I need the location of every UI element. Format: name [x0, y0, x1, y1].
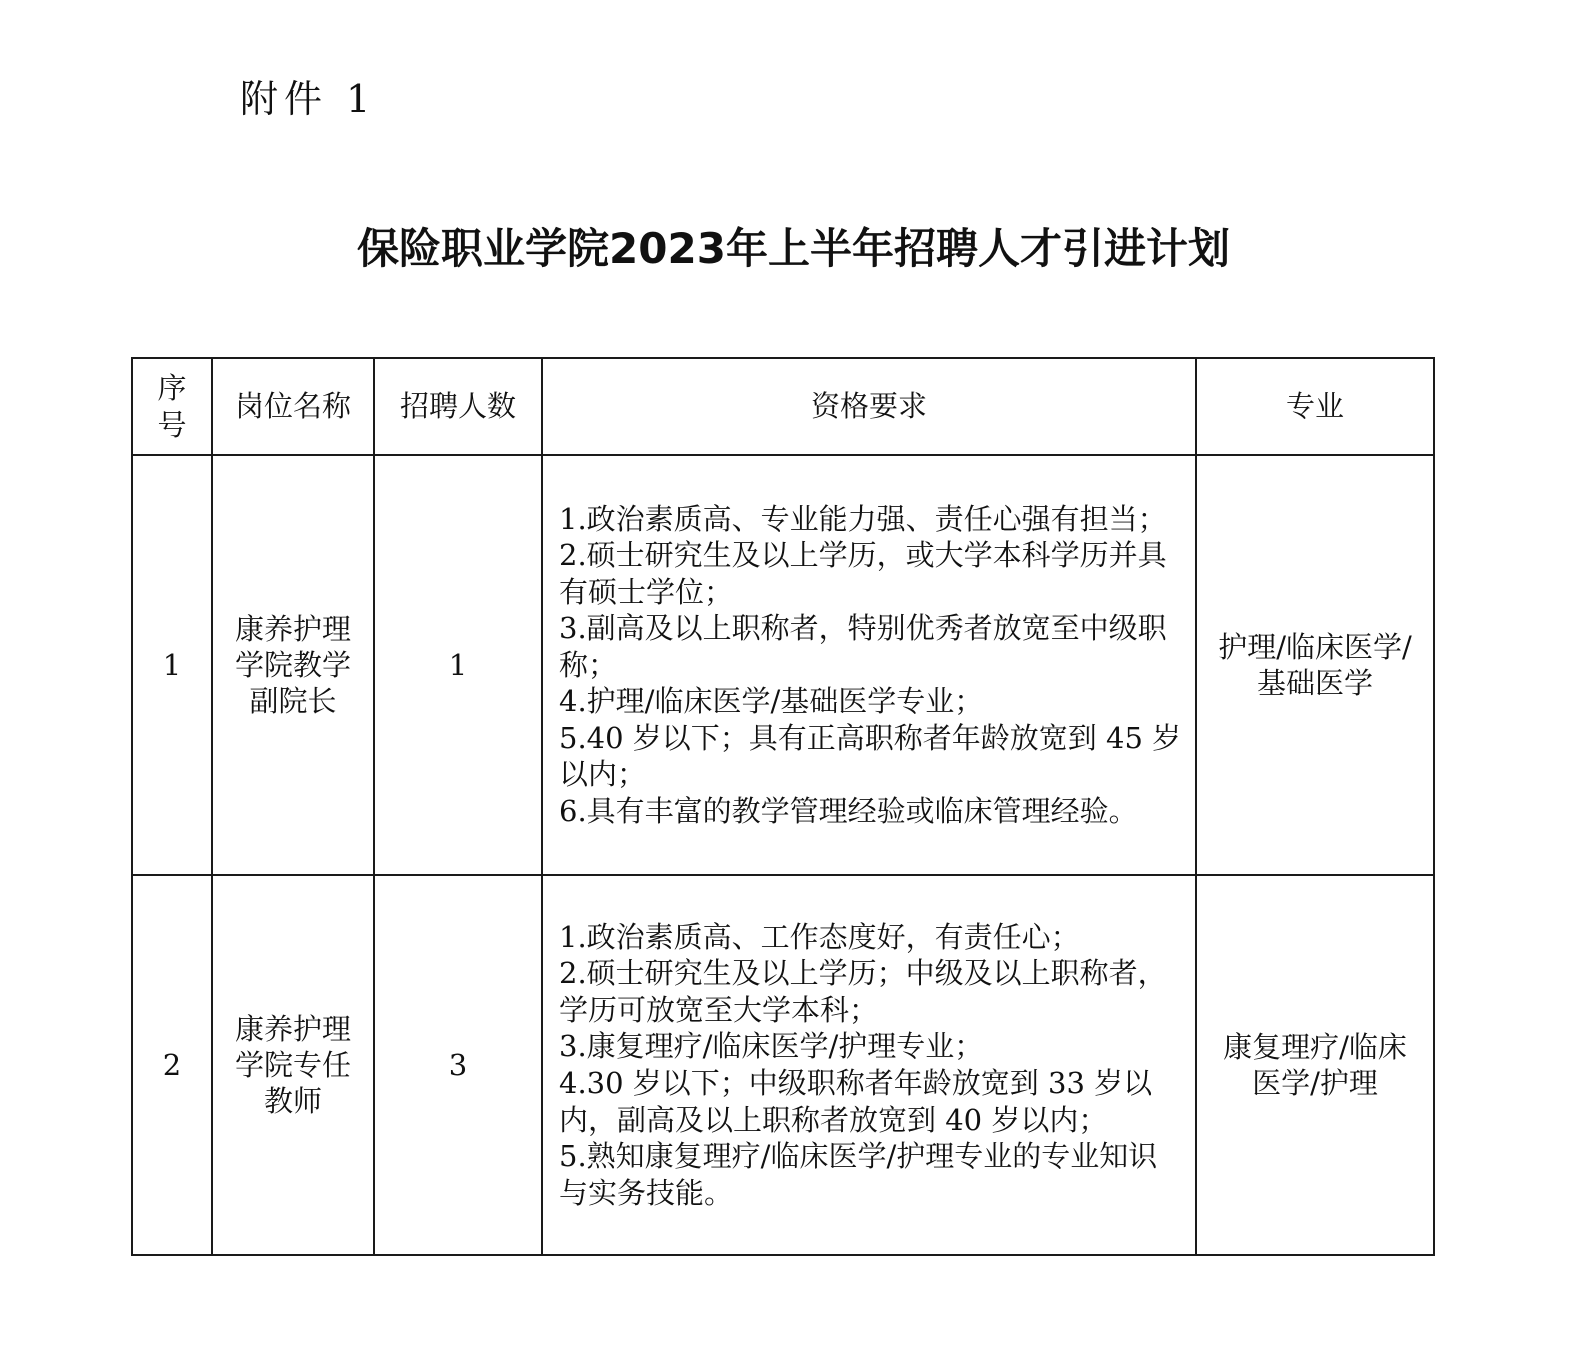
- cell-count: 3: [374, 875, 542, 1255]
- attachment-label: 附件 1: [240, 77, 377, 121]
- cell-count: 1: [374, 455, 542, 875]
- requirement-item: 6.具有丰富的教学管理经验或临床管理经验。: [559, 793, 1138, 828]
- header-major: 专业: [1196, 358, 1434, 455]
- header-count: 招聘人数: [374, 358, 542, 455]
- requirement-item: 5.熟知康复理疗/临床医学/护理专业的专业知识与实务技能。: [559, 1139, 1158, 1210]
- requirement-item: 3.副高及以上职称者，特别优秀者放宽至中级职称；: [559, 611, 1167, 682]
- cell-major: 护理/临床医学/基础医学: [1196, 455, 1434, 875]
- header-seq: 序号: [132, 358, 212, 455]
- table-row: [132, 455, 1434, 875]
- cell-major: 康复理疗/临床医学/护理: [1196, 875, 1434, 1255]
- table-row: [132, 875, 1434, 1255]
- requirement-item: 2.硕士研究生及以上学历；中级及以上职称者，学历可放宽至大学本科；: [559, 956, 1167, 1027]
- cell-seq: 2: [132, 875, 212, 1255]
- requirement-item: 1.政治素质高、专业能力强、责任心强有担当；: [559, 501, 1167, 536]
- table-header-row: [132, 358, 1434, 455]
- requirement-item: 2.硕士研究生及以上学历，或大学本科学历并具有硕士学位；: [559, 538, 1167, 609]
- header-position: 岗位名称: [212, 358, 374, 455]
- document-title: 保险职业学院2023年上半年招聘人才引进计划: [357, 224, 1230, 273]
- header-requirements: 资格要求: [542, 358, 1196, 455]
- cell-seq: 1: [132, 455, 212, 875]
- cell-requirements: [542, 875, 1196, 1255]
- recruitment-plan-table: [131, 357, 1435, 1256]
- requirement-item: 4.30 岁以下；中级职称者年龄放宽到 33 岁以内，副高及以上职称者放宽到 40 岁以内；: [559, 1066, 1153, 1137]
- cell-position: 康养护理学院教学副院长: [212, 455, 374, 875]
- requirement-item: 3.康复理疗/临床医学/护理专业；: [559, 1029, 984, 1064]
- requirement-item: 1.政治素质高、工作态度好，有责任心；: [559, 919, 1080, 954]
- cell-position: 康养护理学院专任教师: [212, 875, 374, 1255]
- cell-requirements: [542, 455, 1196, 875]
- requirement-item: 4.护理/临床医学/基础医学专业；: [559, 684, 984, 719]
- requirement-item: 5.40 岁以下；具有正高职称者年龄放宽到 45 岁以内；: [559, 720, 1182, 792]
